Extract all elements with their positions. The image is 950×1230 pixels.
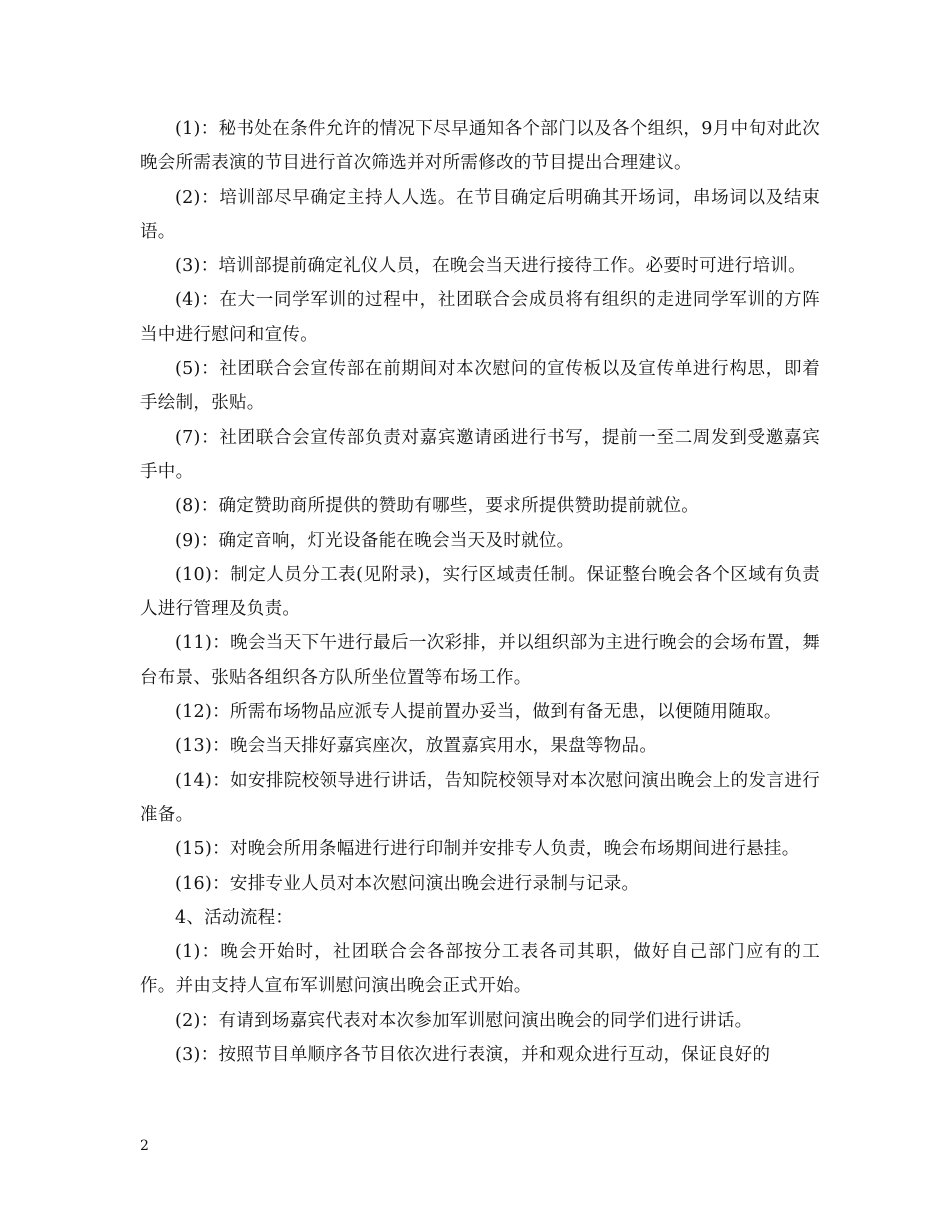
section-heading: 4、活动流程：: [175, 907, 294, 928]
paragraph: (13)：晚会当天排好嘉宾座次，放置嘉宾用水，果盘等物品。: [175, 736, 658, 757]
paragraph: (16)：安排专业人员对本次慰问演出晚会进行录制与记录。: [175, 873, 640, 894]
paragraph: (11)：晚会当天下午进行最后一次彩排，并以组织部为主进行晚会的会场布置，舞台布景、张贴各组织各方队所坐位置等布场工作。: [140, 633, 820, 688]
paragraph: (14)：如安排院校领导进行讲话，告知院校领导对本次慰问演出晚会上的发言进行准备。: [140, 770, 820, 825]
paragraph: (15)：对晚会所用条幅进行进行印制并安排专人负责，晚会布场期间进行悬挂。: [175, 839, 800, 860]
paragraph: (3)：按照节目单顺序各节目依次进行表演，并和观众进行互动，保证良好的: [175, 1045, 771, 1066]
paragraph: (1)：秘书处在条件允许的情况下尽早通知各个部门以及各个组织，9月中旬对此次晚会所需表演的节目进行首次筛选并对所需修改的节目提出合理建议。: [140, 119, 820, 174]
paragraph: (5)：社团联合会宣传部在前期间对本次慰问的宣传板以及宣传单进行构思，即着手绘制，张贴。: [140, 359, 820, 414]
page-number: 2: [140, 1138, 149, 1154]
paragraph: (9)：确定音响，灯光设备能在晚会当天及时就位。: [175, 530, 575, 551]
paragraph: (3)：培训部提前确定礼仪人员，在晚会当天进行接待工作。必要时可进行培训。: [175, 256, 806, 277]
paragraph: (4)：在大一同学军训的过程中，社团联合会成员将有组织的走进同学军训的方阵当中进行慰问和宣传。: [140, 290, 820, 345]
paragraph: (1)：晚会开始时，社团联合会各部按分工表各司其职，做好自己部门应有的工作。并由支持人宣布军训慰问演出晚会正式开始。: [140, 942, 820, 997]
paragraph: (10)：制定人员分工表(见附录)，实行区域责任制。保证整台晚会各个区域有负责人进行管理及负责。: [140, 564, 820, 620]
paragraph: (2)：培训部尽早确定主持人人选。在节目确定后明确其开场词，串场词以及结束语。: [140, 187, 820, 242]
paragraph: (7)：社团联合会宣传部负责对嘉宾邀请函进行书写，提前一至二周发到受邀嘉宾手中。: [140, 427, 820, 482]
paragraph: (2)：有请到场嘉宾代表对本次参加军训慰问演出晚会的同学们进行讲话。: [175, 1010, 753, 1031]
document-body: [140, 112, 820, 1072]
paragraph: (8)：确定赞助商所提供的赞助有哪些，要求所提供赞助提前就位。: [175, 496, 700, 517]
paragraph: (12)：所需布场物品应派专人提前置办妥当，做到有备无患，以便随用随取。: [175, 702, 782, 723]
